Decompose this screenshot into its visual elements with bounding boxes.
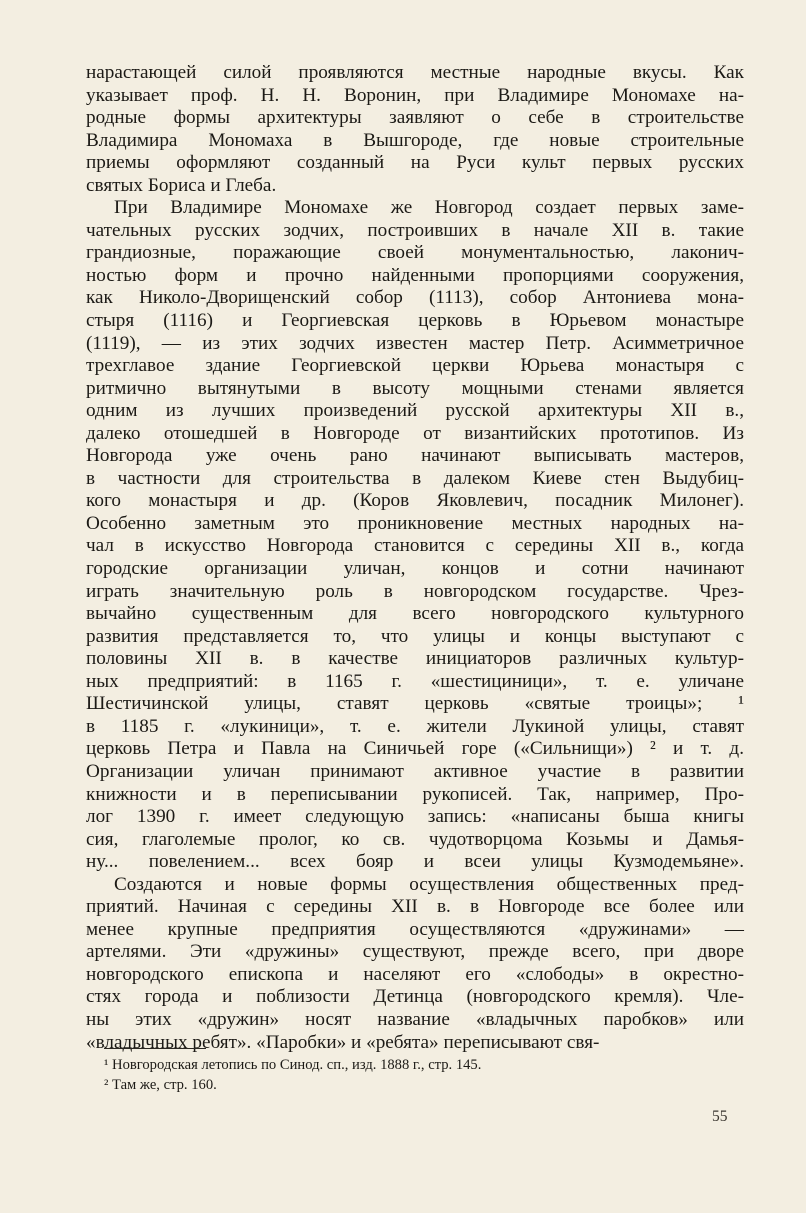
text-line: Организации уличан принимают активное участие в развитии [86,760,744,782]
text-line: как Николо-Дворищенский собор (1113), собор Антониева мона- [86,287,744,309]
footnotes [104,1055,664,1095]
text-line: указывает проф. Н. Н. Воронин, при Владимире Мономахе на- [86,84,744,106]
text-line: развития представляется то, что улицы и концы выступают с [86,625,744,647]
text-line: ных предприятий: в 1165 г. «шестициници», т. е. уличане [86,670,744,692]
text-line: приятий. Начиная с середины XII в. в Новгороде все более или [86,896,744,918]
page-number: 55 [712,1108,728,1125]
text-line: грандиозные, поражающие своей монументальностью, лаконич- [86,242,744,264]
text-line: лог 1390 г. имеет следующую запись: «написаны быша книгы [86,806,744,828]
text-line: Шестичинской улицы, ставят церковь «святые троицы»; ¹ [86,693,744,715]
text-line: святых Бориса и Глеба. [86,174,277,196]
text-line: Особенно заметным это проникновение местных народных на- [86,512,744,534]
text-line: сия, глаголемые пролог, ко св. чудотворцома Козьмы и Дамья- [86,828,744,850]
text-line: кого монастыря и др. (Коров Яковлевич, посадник Милонег). [86,490,744,512]
text-line: вычайно существенным для всего новгородского культурного [86,603,744,625]
text-line: в 1185 г. «лукиници», т. е. жители Лукиной улицы, ставят [86,715,744,737]
footnote-2: ² Там же, стр. 160. [104,1077,217,1093]
text-line: ны этих «дружин» носят название «владычных паробков» или [86,1008,744,1030]
footnote-1: ¹ Новгородская летопись по Синод. сп., изд. 1888 г., стр. 145. [104,1057,482,1073]
text-line: Создаются и новые формы осуществления общественных пред- [114,873,744,895]
text-line: далеко отошедшей в Новгороде от византийских прототипов. Из [86,422,744,444]
text-line: книжности и в переписывании рукописей. Так, например, Про- [86,783,744,805]
text-line: церковь Петра и Павла на Синичьей горе («Сильнищи») ² и т. д. [86,738,744,760]
text-line: ритмично вытянутыми в высоту мощными стенами является [86,377,744,399]
text-line: ну... повелением... всех бояр и всеи улицы Кузмодемьяне». [86,851,744,873]
text-line: Владимира Мономаха в Вышгороде, где новые строительные [86,129,744,151]
text-line: новгородского епископа и населяют его «слободы» в окрестно- [86,963,744,985]
text-line: При Владимире Мономахе же Новгород создает первых заме- [114,197,744,219]
text-line: одним из лучших произведений русской архитектуры XII в., [86,400,744,422]
text-line: в частности для строительства в далеком Киеве стен Выдубиц- [86,467,744,489]
text-line: менее крупные предприятия осуществляются «дружинами» — [86,918,744,940]
footnote-divider [104,1048,206,1049]
text-line: стыря (1116) и Георгиевская церковь в Юрьевом монастыре [86,310,744,332]
text-line: чательных русских зодчих, построивших в начале XII в. такие [86,219,744,241]
text-line: артелями. Эти «дружины» существуют, прежде всего, при дворе [86,941,744,963]
text-line: (1119), — из этих зодчих известен мастер Петр. Асимметричное [86,332,744,354]
text-line: чал в искусство Новгорода становится с середины XII в., когда [86,535,744,557]
text-line: играть значительную роль в новгородском государстве. Чрез- [86,580,744,602]
text-line: стях города и поблизости Детинца (новгородского кремля). Чле- [86,986,744,1008]
text-line: ностью форм и прочно найденными пропорциями сооружения, [86,264,744,286]
text-line: «владычных ребят». «Паробки» и «ребята» переписывают свя- [86,1031,600,1053]
main-text [86,62,744,1054]
text-line: городские организации уличан, концов и сотни начинают [86,558,744,580]
text-line: приемы оформляют созданный на Руси культ первых русских [86,152,744,174]
text-line: трехглавое здание Георгиевской церкви Юрьева монастыря с [86,355,744,377]
text-line: Новгорода уже очень рано начинают выписывать мастеров, [86,445,744,467]
text-line: половины XII в. в качестве инициаторов различных культур- [86,648,744,670]
text-line: родные формы архитектуры заявляют о себе в строительстве [86,107,744,129]
text-line: нарастающей силой проявляются местные народные вкусы. Как [86,62,744,83]
